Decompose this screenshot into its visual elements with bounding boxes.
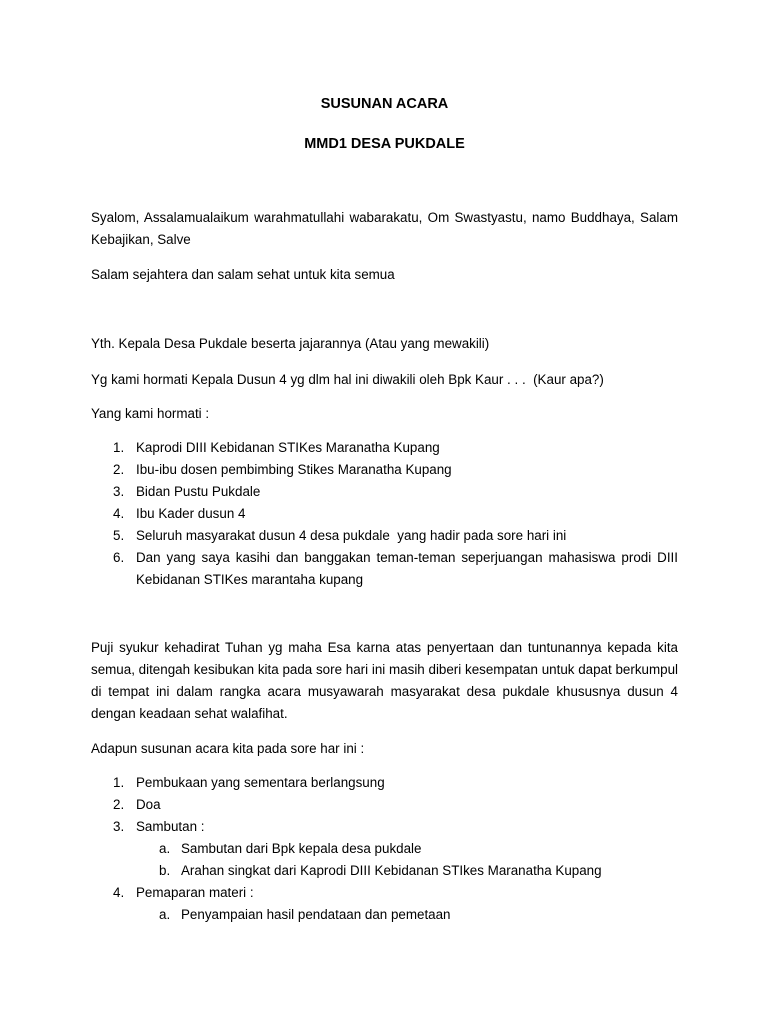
list-item-text: Kaprodi DIII Kebidanan STIKes Maranatha Kupang (136, 440, 440, 455)
list-item-number: 1. (113, 440, 125, 455)
list-item (91, 503, 678, 525)
list-item-text: Ibu Kader dusun 4 (136, 506, 246, 521)
list-item-number: 6. (113, 550, 125, 565)
salam-paragraph: Salam sejahtera dan salam sehat untuk kita semua (91, 267, 395, 282)
sub-list-item (91, 860, 678, 882)
list-item (91, 816, 678, 838)
list-item-text: Sambutan dari Bpk kepala desa pukdale (181, 841, 422, 856)
list-item-number: 1. (113, 775, 125, 790)
list-item (91, 547, 678, 591)
list-item-text: Pembukaan yang sementara berlangsung (136, 775, 385, 790)
list-item-text: Seluruh masyarakat dusun 4 desa pukdale yang hadir pada sore hari ini (136, 528, 567, 543)
puji-syukur-paragraph: Puji syukur kehadirat Tuhan yg maha Esa karna atas penyertaan dan tuntunannya kepada kita semua, ditengah kesibukan kita pada sore hari ini masih diberi kesempatan untuk dapat berkumpul di tempat ini dalam rangka acara musyawarah masyarakat desa pukdale khususnya dusun 4 dengan keadaan sehat walafihat. (91, 640, 678, 721)
yang-kami-hormati-label: Yang kami hormati : (91, 406, 210, 421)
list-item-number: 3. (113, 484, 125, 499)
agenda-list (91, 772, 678, 926)
list-item-number: 2. (113, 462, 125, 477)
list-item (91, 772, 678, 794)
sub-list-item (91, 838, 678, 860)
list-item-text: Pemaparan materi : (136, 885, 254, 900)
list-item-text: Arahan singkat dari Kaprodi DIII Kebidanan STIkes Maranatha Kupang (181, 863, 602, 878)
list-item-number: 4. (113, 506, 125, 521)
list-item-text: Sambutan : (136, 819, 205, 834)
yth-paragraph: Yth. Kepala Desa Pukdale beserta jajarannya (Atau yang mewakili) (91, 336, 490, 351)
list-item (91, 437, 678, 459)
list-item-text: Penyampaian hasil pendataan dan pemetaan (181, 907, 451, 922)
list-item-text: Bidan Pustu Pukdale (136, 484, 261, 499)
honored-list (91, 437, 678, 591)
list-item-number: 5. (113, 528, 125, 543)
list-item-letter: b. (159, 863, 171, 878)
document-title: SUSUNAN ACARA (320, 96, 449, 112)
list-item (91, 882, 678, 904)
list-item-letter: a. (159, 907, 171, 922)
list-item (91, 525, 678, 547)
list-item (91, 481, 678, 503)
list-item-number: 2. (113, 797, 125, 812)
list-item-text: Doa (136, 797, 161, 812)
yg-kami-paragraph: Yg kami hormati Kepala Dusun 4 yg dlm hal ini diwakili oleh Bpk Kaur . . . (Kaur apa?) (91, 372, 604, 387)
adapun-label: Adapun susunan acara kita pada sore har ini : (91, 741, 365, 756)
list-item (91, 794, 678, 816)
document-subtitle: MMD1 DESA PUKDALE (304, 136, 465, 152)
list-item-text: Dan yang saya kasihi dan banggakan teman-teman seperjuangan mahasiswa prodi DIII Kebidanan STIKes marantaha kupang (136, 550, 678, 587)
greeting-paragraph: Syalom, Assalamualaikum warahmatullahi wabarakatu, Om Swastyastu, namo Buddhaya, Salam Kebajikan, Salve (91, 210, 678, 247)
list-item-text: Ibu-ibu dosen pembimbing Stikes Maranatha Kupang (136, 462, 452, 477)
sub-list-item (91, 904, 678, 926)
list-item-letter: a. (159, 841, 171, 856)
list-item-number: 4. (113, 885, 125, 900)
list-item-number: 3. (113, 819, 125, 834)
list-item (91, 459, 678, 481)
